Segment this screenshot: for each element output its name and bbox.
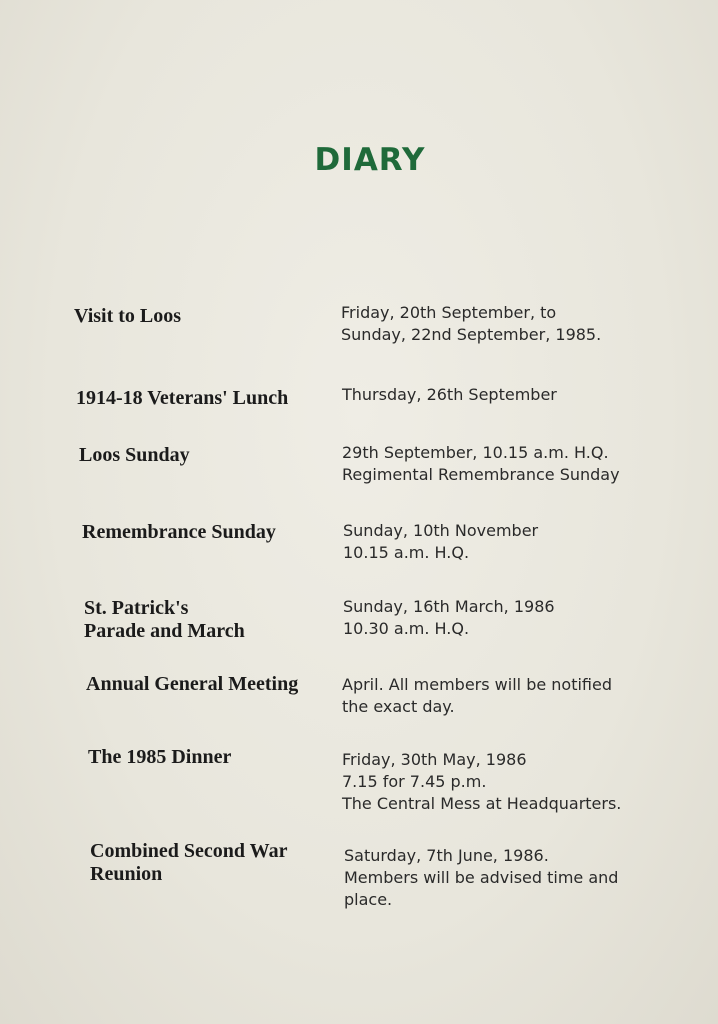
entry-label-line: Loos Sunday bbox=[79, 444, 190, 466]
entry-detail-line: 7.15 for 7.45 p.m. bbox=[342, 772, 487, 791]
entry-label-loos-sunday bbox=[79, 444, 190, 467]
entry-detail-visit-to-loos bbox=[341, 302, 601, 346]
entry-detail-line: Sunday, 16th March, 1986 bbox=[343, 597, 555, 616]
entry-detail-line: the exact day. bbox=[342, 697, 455, 716]
entry-label-line: The 1985 Dinner bbox=[88, 746, 232, 768]
entry-label-line: Visit to Loos bbox=[74, 305, 182, 327]
entry-label-line: Reunion bbox=[90, 863, 163, 885]
entry-detail-line: 10.15 a.m. H.Q. bbox=[343, 543, 470, 562]
entry-detail-line: Sunday, 10th November bbox=[343, 521, 539, 540]
entry-label-line: Combined Second War bbox=[90, 840, 288, 862]
entry-detail-agm bbox=[342, 674, 612, 718]
entry-detail-line: Saturday, 7th June, 1986. bbox=[344, 846, 549, 865]
entry-detail-loos-sunday bbox=[342, 442, 620, 486]
entry-label-line: Remembrance Sunday bbox=[82, 521, 276, 543]
entry-detail-remembrance-sunday bbox=[343, 520, 538, 564]
entry-detail-line: Regimental Remembrance Sunday bbox=[342, 465, 620, 484]
entry-detail-st-patricks bbox=[343, 596, 555, 640]
entry-detail-line: place. bbox=[344, 890, 393, 909]
entry-detail-line: Sunday, 22nd September, 1985. bbox=[341, 325, 602, 344]
entry-label-line: 1914-18 Veterans' Lunch bbox=[76, 387, 289, 409]
entry-label-remembrance-sunday bbox=[82, 521, 276, 544]
entry-detail-line: 29th September, 10.15 a.m. H.Q. bbox=[342, 443, 609, 462]
entry-label-visit-to-loos bbox=[74, 305, 181, 328]
entry-label-agm bbox=[86, 673, 298, 696]
entry-detail-line: 10.30 a.m. H.Q. bbox=[343, 619, 470, 638]
entry-label-line: Annual General Meeting bbox=[86, 673, 299, 695]
entry-detail-line: The Central Mess at Headquarters. bbox=[342, 794, 622, 813]
entry-detail-veterans-lunch bbox=[342, 384, 557, 406]
entry-detail-combined-reunion bbox=[344, 845, 618, 911]
entry-label-1985-dinner bbox=[88, 746, 231, 769]
entry-detail-line: Thursday, 26th September bbox=[342, 385, 557, 404]
entry-detail-line: Friday, 20th September, to bbox=[341, 303, 557, 322]
entry-detail-line: April. All members will be notified bbox=[342, 675, 612, 694]
page-title: DIARY bbox=[314, 142, 426, 178]
entry-label-st-patricks bbox=[84, 597, 245, 643]
entry-label-combined-reunion bbox=[90, 840, 287, 886]
entry-detail-1985-dinner bbox=[342, 749, 621, 815]
entry-detail-line: Friday, 30th May, 1986 bbox=[342, 750, 527, 769]
entry-label-line: St. Patrick's bbox=[84, 597, 189, 619]
entry-detail-line: Members will be advised time and bbox=[344, 868, 619, 887]
entry-label-line: Parade and March bbox=[84, 620, 245, 642]
entry-label-veterans-lunch bbox=[76, 387, 288, 410]
